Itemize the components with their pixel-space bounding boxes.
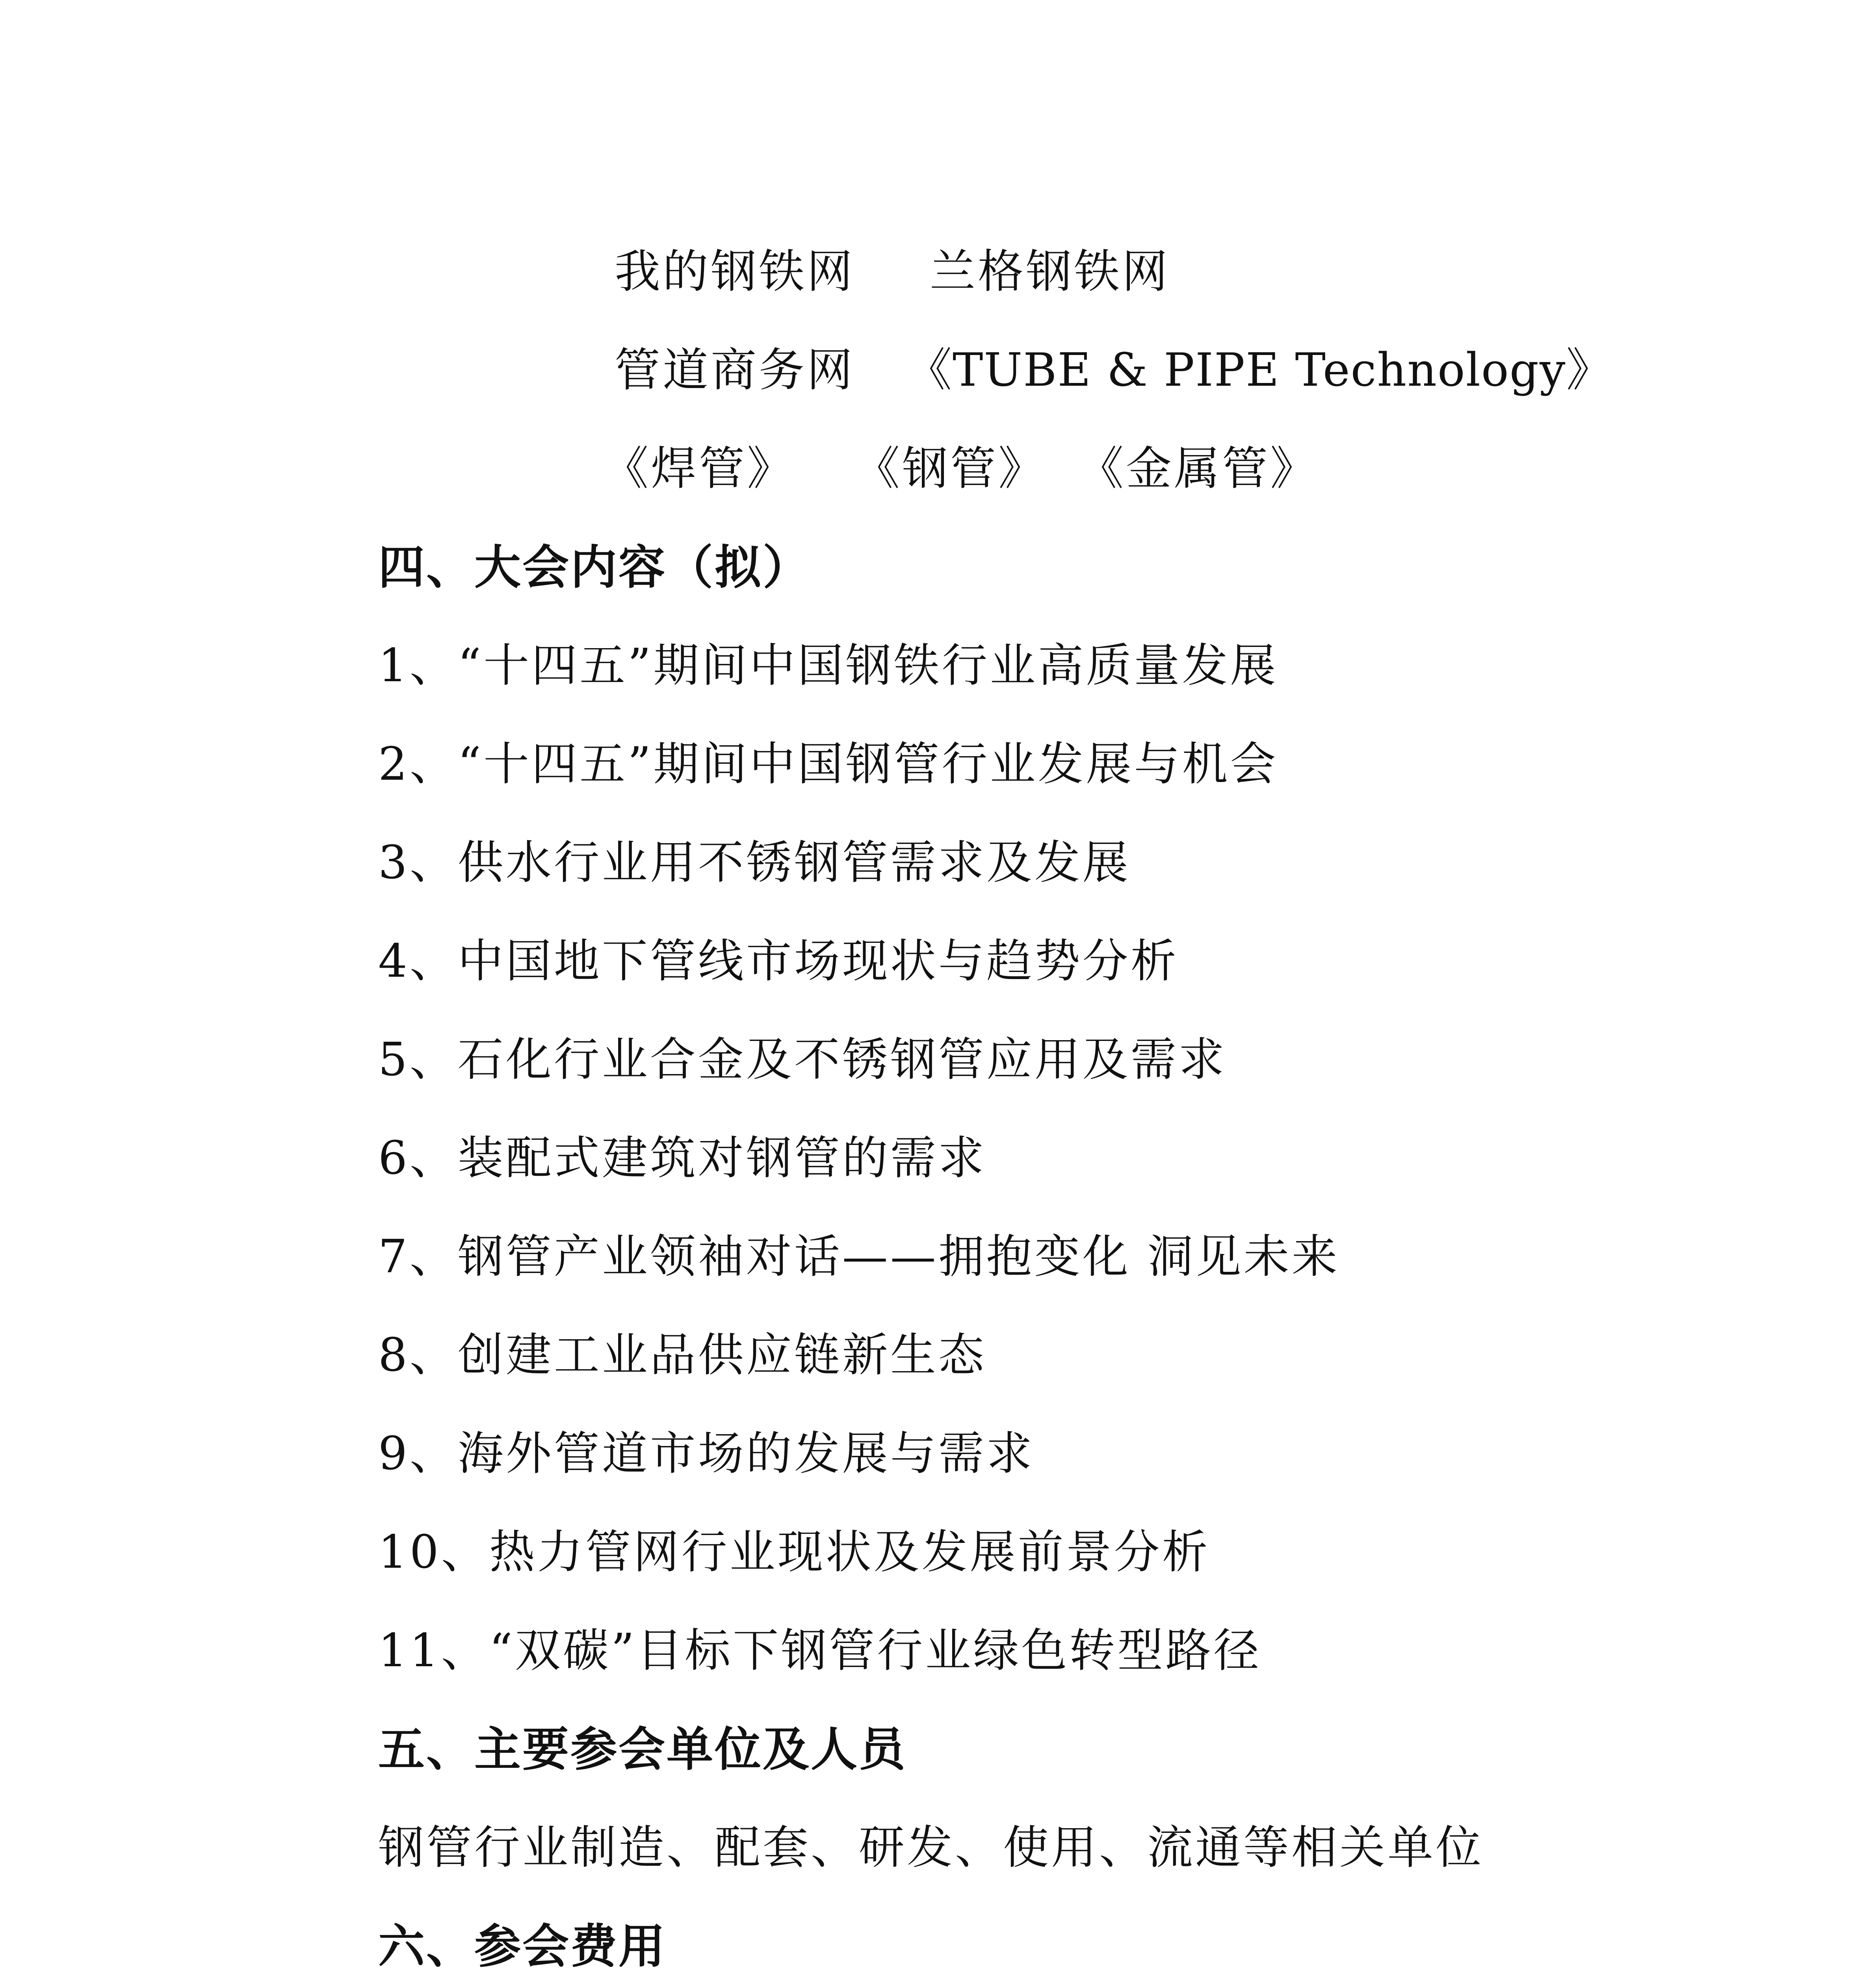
agenda-item: 5、石化行业合金及不锈钢管应用及需求 (378, 1033, 1227, 1086)
agenda-item: 11、“双碳”目标下钢管行业绿色转型路径 (378, 1624, 1262, 1677)
attendee-description: 钢管行业制造、配套、研发、使用、流通等相关单位 (378, 1821, 1484, 1874)
media-partner: 《金属管》 (1078, 442, 1318, 495)
media-partner: 管道商务网 (615, 344, 855, 397)
agenda-item: 8、创建工业品供应链新生态 (378, 1329, 986, 1382)
agenda-item: 9、海外管道市场的发展与需求 (378, 1427, 1035, 1480)
agenda-item: 4、中国地下管线市场现状与趋势分析 (378, 935, 1179, 988)
media-partner: 《钢管》 (854, 442, 1046, 495)
agenda-item: 10、热力管网行业现状及发展前景分析 (378, 1526, 1210, 1579)
section-heading: 六、参会费用 (378, 1919, 667, 1970)
media-partner-row-1 (615, 244, 1170, 299)
media-partner: 《TUBE & PIPE Technology》 (906, 344, 1613, 397)
agenda-item: 3、供水行业用不锈钢管需求及发展 (378, 836, 1131, 889)
media-partner-row-3 (603, 441, 1318, 496)
section-heading: 四、大会内容（拟） (378, 540, 811, 595)
agenda-item: 7、钢管产业领袖对话——拥抱变化 洞见未来 (378, 1230, 1340, 1283)
media-partner: 兰格钢铁网 (930, 245, 1170, 298)
agenda-item: 2、“十四五”期间中国钢管行业发展与机会 (378, 738, 1278, 791)
agenda-item: 1、“十四五”期间中国钢铁行业高质量发展 (378, 639, 1278, 692)
section-heading: 五、主要参会单位及人员 (378, 1722, 907, 1777)
media-partner: 《焊管》 (603, 442, 795, 495)
agenda-item: 6、装配式建筑对钢管的需求 (378, 1132, 986, 1185)
media-partner: 我的钢铁网 (615, 245, 855, 298)
media-partner-row-2 (615, 343, 1613, 398)
